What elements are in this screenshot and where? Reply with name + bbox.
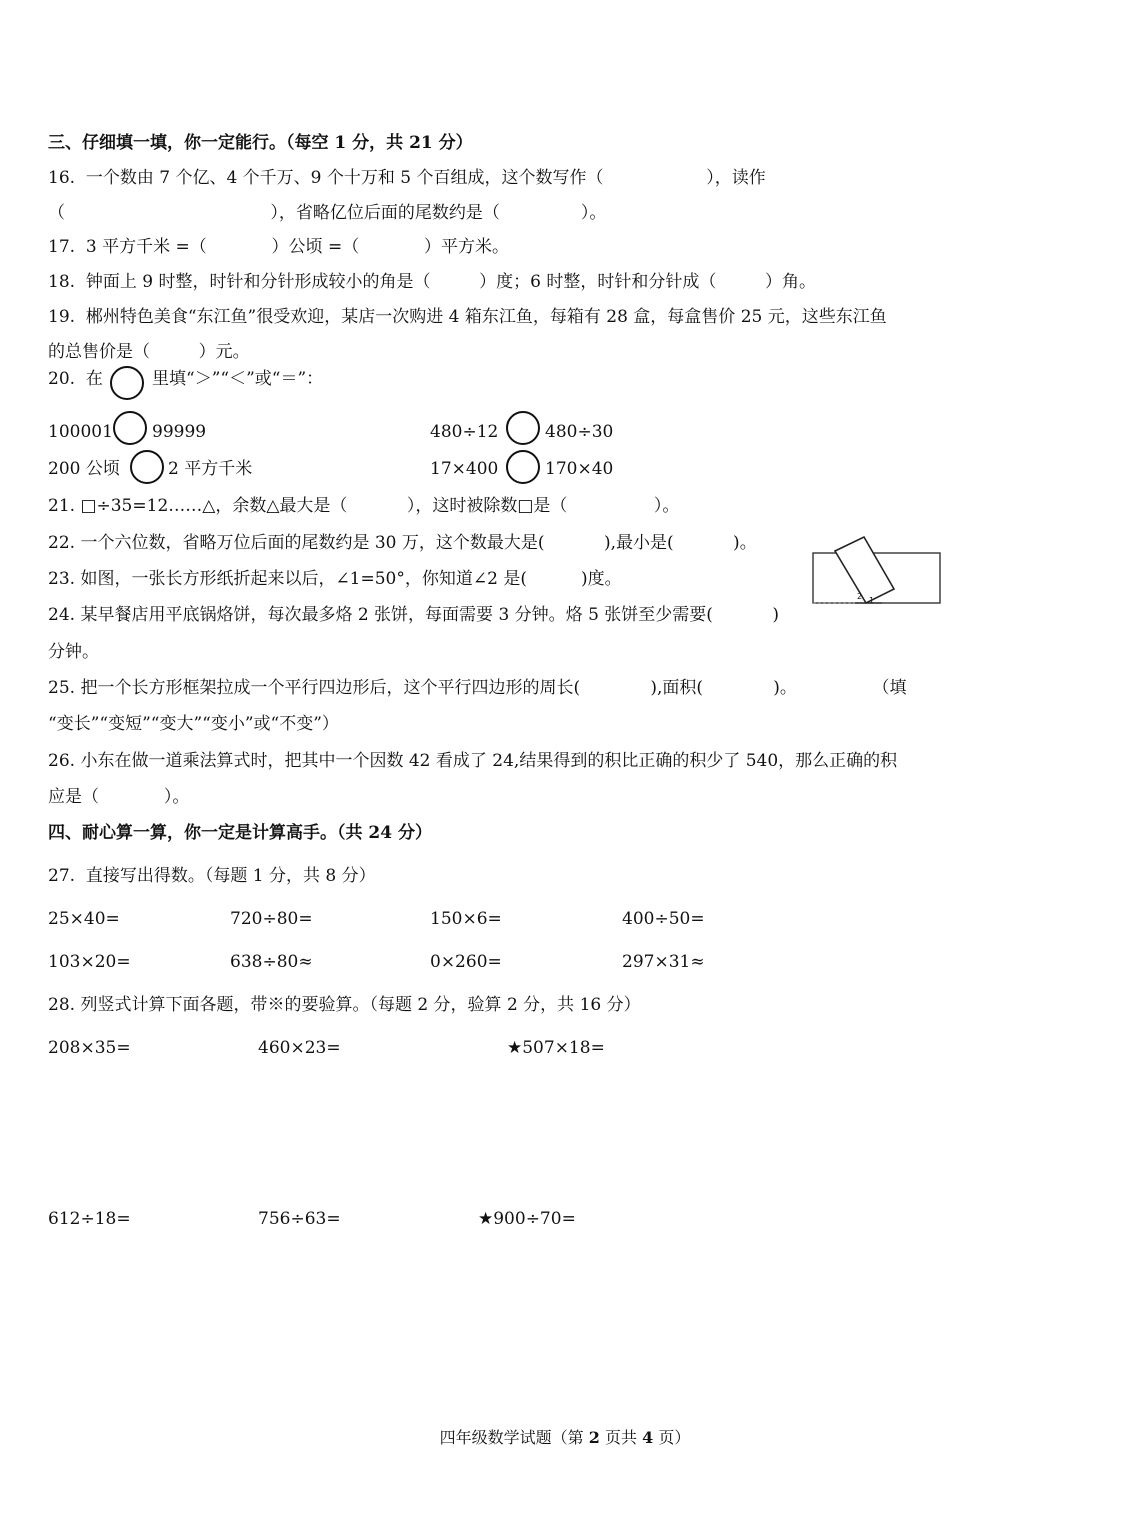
question-23: 23. 如图，一张长方形纸折起来以后，∠1=50°，你知道∠2 是( )度。 bbox=[48, 569, 622, 589]
footer-suffix: 页） bbox=[653, 1428, 691, 1447]
folded-rectangle-figure bbox=[812, 535, 947, 611]
vertical-calc-item: 612÷18= bbox=[48, 1209, 131, 1229]
question-25-line-1: 25. 把一个长方形框架拉成一个平行四边形后，这个平行四边形的周长( ),面积( )。 （填 bbox=[48, 678, 907, 698]
compare-right: 170×40 bbox=[545, 459, 614, 479]
current-page-number: 2 bbox=[588, 1428, 600, 1447]
compare-right: 480÷30 bbox=[545, 422, 614, 442]
page-footer bbox=[0, 1430, 1130, 1446]
compare-circle bbox=[113, 411, 147, 445]
calc-item: 720÷80= bbox=[230, 909, 313, 929]
section-3-title: 三、仔细填一填，你一定能行。（每空 1 分，共 21 分） bbox=[48, 133, 473, 153]
compare-left: 200 公顷 bbox=[48, 459, 120, 479]
calc-item: 638÷80≈ bbox=[230, 952, 313, 972]
compare-circle bbox=[130, 450, 164, 484]
question-16-line-2: （ ），省略亿位后面的尾数约是（ ）。 bbox=[48, 203, 607, 223]
calc-item: 103×20= bbox=[48, 952, 131, 972]
vertical-calc-item: 756÷63= bbox=[258, 1209, 341, 1229]
calc-item: 150×6= bbox=[430, 909, 502, 929]
question-27-title: 27. 直接写出得数。（每题 1 分，共 8 分） bbox=[48, 866, 376, 886]
calc-item: 400÷50= bbox=[622, 909, 705, 929]
question-26-line-2: 应是（ ）。 bbox=[48, 787, 190, 807]
compare-circle bbox=[506, 450, 540, 484]
compare-circle bbox=[506, 411, 540, 445]
question-22: 22. 一个六位数，省略万位后面的尾数约是 30 万，这个数最大是( ),最小是( )。 bbox=[48, 533, 757, 553]
footer-prefix: 四年级数学试题（第 bbox=[439, 1428, 589, 1447]
angle-1-label: 1 bbox=[869, 596, 875, 605]
question-20-prefix: 20. 在 bbox=[48, 369, 103, 389]
question-17: 17. 3 平方千米 =（ ）公顷 =（ ）平方米。 bbox=[48, 237, 510, 257]
vertical-calc-item: ★900÷70= bbox=[478, 1209, 576, 1229]
angle-2-label: 2 bbox=[857, 592, 863, 601]
question-20-suffix: 里填“＞”“＜”或“＝”： bbox=[152, 369, 324, 389]
question-21: 21. □÷35=12……△，余数△最大是（ ），这时被除数□是（ ）。 bbox=[48, 496, 680, 516]
total-page-number: 4 bbox=[642, 1428, 654, 1447]
question-16-line-1: 16. 一个数由 7 个亿、4 个千万、9 个十万和 5 个百组成，这个数写作（ ），读作 bbox=[48, 168, 766, 188]
compare-left: 100001 bbox=[48, 422, 113, 442]
question-28-title: 28. 列竖式计算下面各题，带※的要验算。（每题 2 分，验算 2 分，共 16 分） bbox=[48, 995, 641, 1015]
question-24-line-1: 24. 某早餐店用平底锅烙饼，每次最多烙 2 张饼，每面需要 3 分钟。烙 5 张饼至少需要( ) bbox=[48, 605, 780, 625]
compare-left: 480÷12 bbox=[430, 422, 499, 442]
footer-middle: 页共 bbox=[599, 1428, 643, 1447]
question-25-line-2: “变长”“变短”“变大”“变小”或“不变”） bbox=[48, 714, 339, 734]
vertical-calc-item: ★507×18= bbox=[507, 1038, 605, 1058]
vertical-calc-item: 208×35= bbox=[48, 1038, 131, 1058]
section-4-title: 四、耐心算一算，你一定是计算高手。（共 24 分） bbox=[48, 823, 432, 843]
question-19-line-2: 的总售价是（ ）元。 bbox=[48, 342, 250, 362]
compare-left: 17×400 bbox=[430, 459, 499, 479]
compare-circle bbox=[110, 366, 144, 400]
question-18: 18. 钟面上 9 时整，时针和分针形成较小的角是（ ）度；6 时整，时针和分针成（ ）角。 bbox=[48, 272, 816, 292]
compare-right: 2 平方千米 bbox=[168, 459, 253, 479]
calc-item: 25×40= bbox=[48, 909, 120, 929]
question-19-line-1: 19. 郴州特色美食“东江鱼”很受欢迎，某店一次购进 4 箱东江鱼，每箱有 28 盒，每盒售价 25 元，这些东江鱼 bbox=[48, 307, 887, 327]
calc-item: 0×260= bbox=[430, 952, 502, 972]
compare-right: 99999 bbox=[152, 422, 207, 442]
question-26-line-1: 26. 小东在做一道乘法算式时，把其中一个因数 42 看成了 24,结果得到的积比正确的积少了 540，那么正确的积 bbox=[48, 751, 898, 771]
calc-item: 297×31≈ bbox=[622, 952, 705, 972]
vertical-calc-item: 460×23= bbox=[258, 1038, 341, 1058]
question-24-line-2: 分钟。 bbox=[48, 642, 99, 662]
